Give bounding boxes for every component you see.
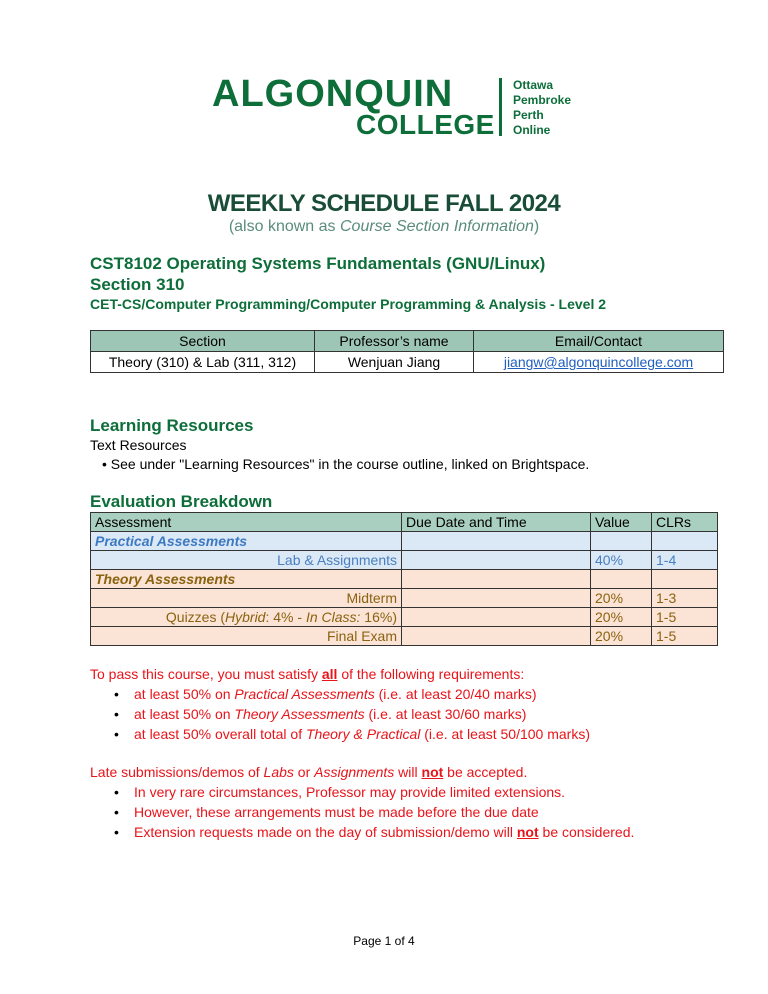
late-policy-intro (90, 764, 527, 780)
due-final-exam (402, 627, 591, 646)
course-title: CST8102 Operating Systems Fundamentals (GNU/Linux) (90, 254, 546, 273)
intro-emphasis: all (321, 666, 338, 682)
item-text: (i.e. at least 50/100 marks) (420, 726, 591, 742)
quizzes-prefix: Quizzes ( (165, 609, 226, 625)
theory-category-row (91, 570, 718, 589)
cell-professor-name: Wenjuan Jiang (315, 352, 474, 373)
list-item (90, 704, 590, 724)
professor-table-header (91, 331, 724, 352)
table-row (91, 608, 718, 627)
table-row (91, 627, 718, 646)
item-text: at least 50% on (134, 686, 235, 702)
evaluation-breakdown-heading: Evaluation Breakdown (90, 492, 273, 511)
header-email-contact: Email/Contact (474, 331, 724, 352)
late-text: will (394, 764, 422, 780)
empty-cell (652, 532, 718, 551)
header-assessment: Assessment (91, 513, 402, 532)
header-professor-name: Professor’s name (315, 331, 474, 352)
theory-category: Theory Assessments (91, 570, 402, 589)
item-text: at least 50% on (134, 706, 235, 722)
quizzes-suffix: 16%) (360, 609, 397, 625)
list-item (90, 822, 634, 842)
logo-campus-list (513, 78, 571, 138)
pass-requirements-intro (90, 666, 524, 682)
item-italic: Practical Assessments (234, 686, 375, 702)
item-italic: Theory & Practical (306, 726, 421, 742)
assessment-lab-assignments: Lab & Assignments (91, 551, 402, 570)
item-text: (i.e. at least 30/60 marks) (364, 706, 527, 722)
page-number: Page 1 of 4 (353, 934, 415, 948)
table-row (91, 551, 718, 570)
late-policy-list (90, 782, 634, 842)
practical-category: Practical Assessments (91, 532, 402, 551)
logo-word-college: COLLEGE (356, 109, 495, 140)
value-quizzes: 20% (591, 608, 652, 627)
late-labs: Labs (263, 764, 294, 780)
text-resources-item: • See under "Learning Resources" in the course outline, linked on Brightspace. (102, 456, 590, 472)
table-row (91, 589, 718, 608)
cell-section: Theory (310) & Lab (311, 312) (91, 352, 315, 373)
evaluation-table (90, 512, 718, 646)
intro-after: of the following requirements: (337, 666, 525, 682)
header-due-date: Due Date and Time (402, 513, 591, 532)
practical-category-row (91, 532, 718, 551)
empty-cell (402, 532, 591, 551)
quizzes-mid: : 4% - (265, 609, 306, 625)
subtitle-suffix: ) (533, 218, 540, 235)
empty-cell (402, 570, 591, 589)
clrs-midterm: 1-3 (652, 589, 718, 608)
empty-cell (591, 532, 652, 551)
late-text: or (293, 764, 315, 780)
college-logo (0, 72, 768, 142)
value-midterm: 20% (591, 589, 652, 608)
program-name: CET-CS/Computer Programming/Computer Programming & Analysis - Level 2 (90, 296, 607, 312)
campus-pembroke: Pembroke (513, 93, 572, 107)
value-final-exam: 20% (591, 627, 652, 646)
professor-table (90, 330, 724, 373)
campus-perth: Perth (513, 108, 544, 122)
assessment-final-exam: Final Exam (91, 627, 402, 646)
due-midterm (402, 589, 591, 608)
professor-email-link[interactable]: jiangw@algonquincollege.com (503, 354, 694, 370)
item-italic: Theory Assessments (234, 706, 365, 722)
assessment-midterm: Midterm (91, 589, 402, 608)
text-resources-label: Text Resources (90, 437, 187, 453)
empty-cell (591, 570, 652, 589)
professor-table-row (91, 352, 724, 373)
empty-cell (652, 570, 718, 589)
intro-before: To pass this course, you must satisfy (90, 666, 322, 682)
late-not-emphasis: not (421, 764, 444, 780)
cell-email (474, 352, 724, 373)
list-item (90, 684, 590, 704)
clrs-quizzes: 1-5 (652, 608, 718, 627)
logo-divider (499, 78, 502, 136)
late-text: Late submissions/demos of (90, 764, 264, 780)
quizzes-hybrid: Hybrid (225, 609, 266, 625)
header-clrs: CLRs (652, 513, 718, 532)
list-item (90, 724, 590, 744)
evaluation-table-header (91, 513, 718, 532)
subtitle-prefix: (also known as (228, 218, 340, 235)
page-subtitle (0, 218, 768, 236)
due-lab-assignments (402, 551, 591, 570)
list-item: • In very rare circumstances, Professor may provide limited extensions. (90, 782, 634, 802)
logo-word-algonquin: ALGONQUIN (212, 73, 454, 115)
subtitle-italic: Course Section Information (339, 218, 534, 235)
clrs-final-exam: 1-5 (652, 627, 718, 646)
item-not-emphasis: not (516, 824, 539, 840)
clrs-lab-assignments: 1-4 (652, 551, 718, 570)
item-text: Extension requests made on the day of submission/demo will (134, 824, 517, 840)
header-value: Value (591, 513, 652, 532)
campus-ottawa: Ottawa (513, 78, 554, 92)
course-section: Section 310 (90, 275, 185, 294)
item-text: be considered. (538, 824, 635, 840)
campus-online: Online (513, 123, 551, 137)
late-assignments: Assignments (314, 764, 395, 780)
item-text: (i.e. at least 20/40 marks) (374, 686, 537, 702)
value-lab-assignments: 40% (591, 551, 652, 570)
learning-resources-heading: Learning Resources (90, 416, 254, 435)
header-section: Section (91, 331, 315, 352)
assessment-quizzes (91, 608, 402, 627)
quizzes-inclass: In Class: (305, 609, 361, 625)
list-item: • However, these arrangements must be made before the due date (90, 802, 634, 822)
due-quizzes (402, 608, 591, 627)
page-title: WEEKLY SCHEDULE FALL 2024 (207, 190, 561, 217)
late-text: be accepted. (443, 764, 528, 780)
item-text: at least 50% overall total of (134, 726, 306, 742)
pass-requirements-list (90, 684, 590, 744)
